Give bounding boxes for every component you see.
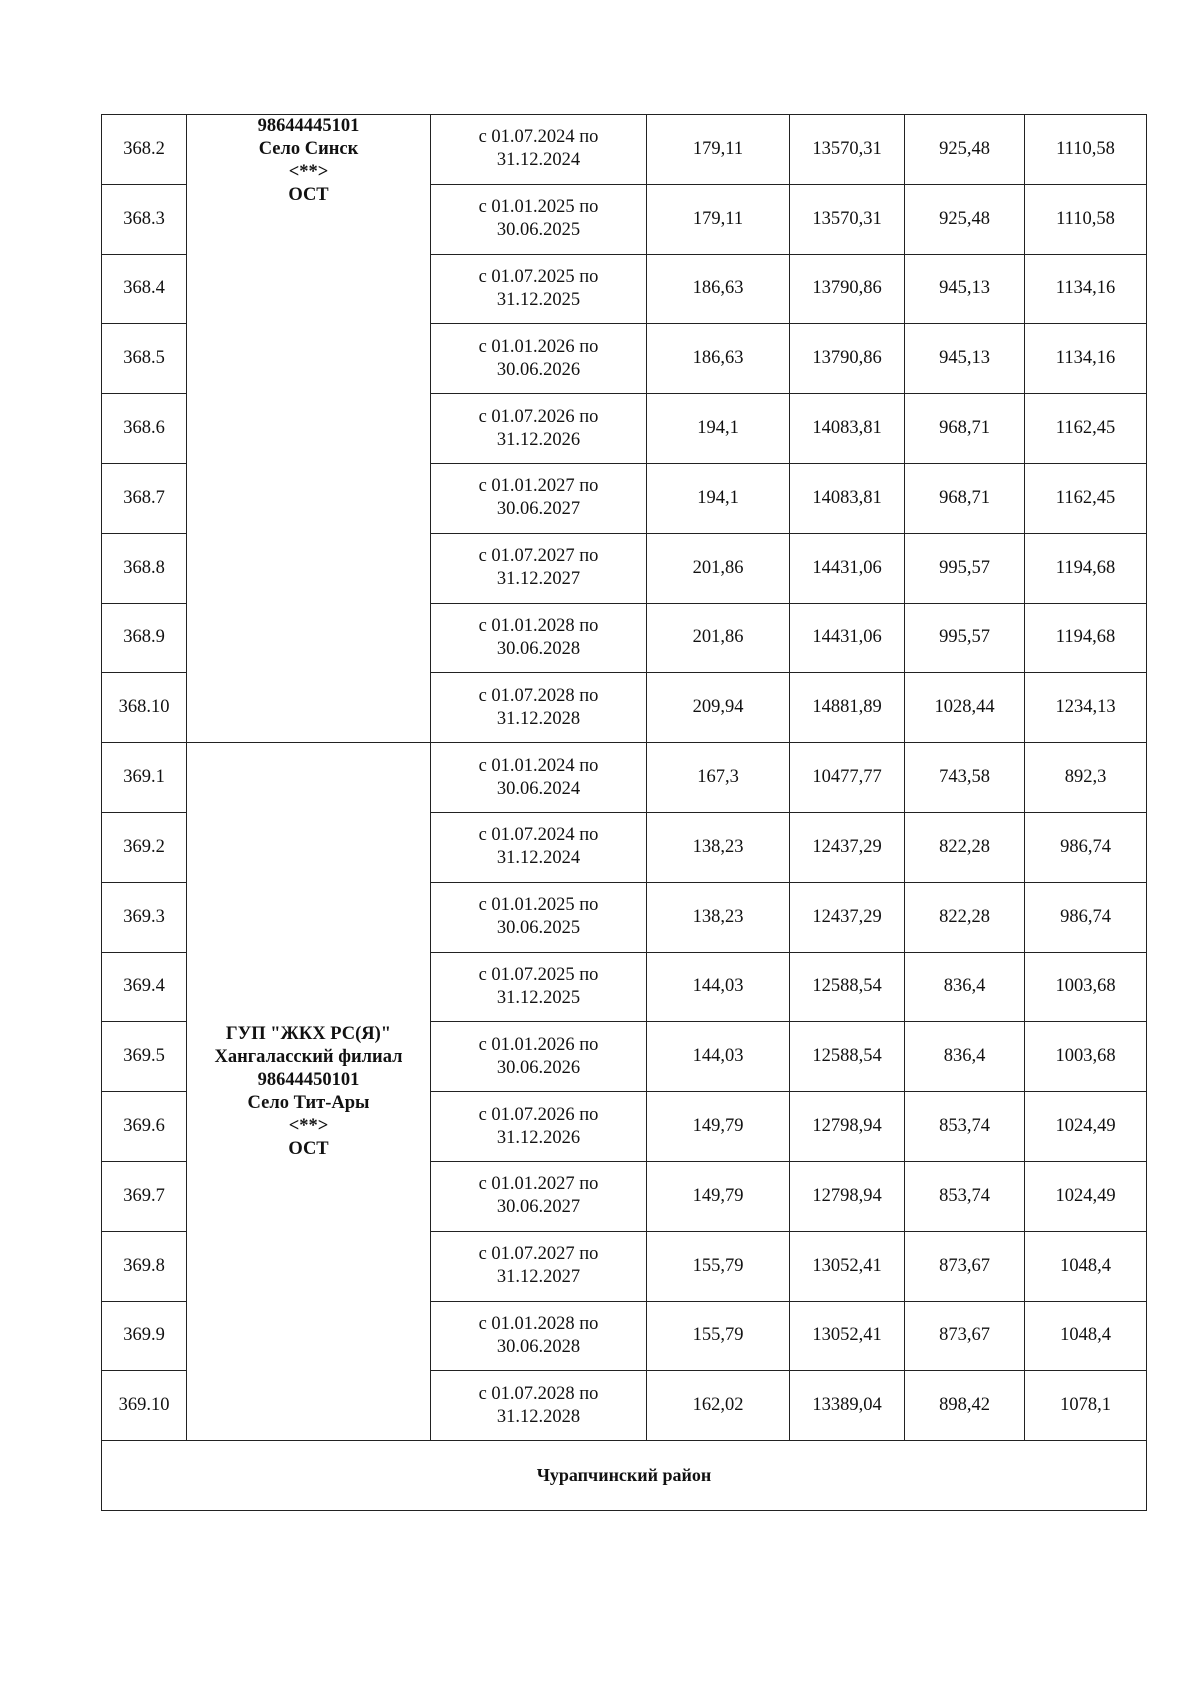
value-cell-v3: 836,4 (905, 1022, 1025, 1092)
period-line: 31.12.2027 (496, 569, 581, 590)
period-line: с 01.01.2027 по (478, 476, 599, 497)
period-line: 31.12.2026 (496, 429, 581, 450)
value-cell-v2: 12798,94 (790, 1092, 905, 1162)
value-cell-v4: 1110,58 (1025, 115, 1147, 185)
value-cell-v2: 12588,54 (790, 952, 905, 1022)
period-cell (431, 743, 647, 813)
organization-cell (187, 115, 431, 743)
period-line: с 01.01.2028 по (478, 615, 599, 636)
row-number: 369.4 (102, 952, 187, 1022)
value-cell-v4: 892,3 (1025, 743, 1147, 813)
value-cell-v1: 138,23 (647, 812, 790, 882)
value-cell-v1: 144,03 (647, 1022, 790, 1092)
period-line: с 01.01.2028 по (478, 1313, 599, 1334)
organization-line: Хангаласский филиал (214, 1046, 403, 1067)
period-cell (431, 603, 647, 673)
period-line: 31.12.2025 (496, 289, 581, 310)
period-cell (431, 324, 647, 394)
value-cell-v4: 1024,49 (1025, 1092, 1147, 1162)
value-cell-v2: 12437,29 (790, 812, 905, 882)
value-cell-v3: 968,71 (905, 463, 1025, 533)
value-cell-v2: 14431,06 (790, 603, 905, 673)
period-cell (431, 952, 647, 1022)
period-line: с 01.01.2026 по (478, 1034, 599, 1055)
value-cell-v1: 179,11 (647, 115, 790, 185)
value-cell-v4: 1048,4 (1025, 1301, 1147, 1371)
value-cell-v1: 186,63 (647, 254, 790, 324)
row-number: 368.7 (102, 463, 187, 533)
period-cell (431, 1371, 647, 1441)
period-cell (431, 254, 647, 324)
value-cell-v4: 1134,16 (1025, 324, 1147, 394)
row-number: 369.10 (102, 1371, 187, 1441)
row-number: 368.9 (102, 603, 187, 673)
row-number: 368.3 (102, 184, 187, 254)
value-cell-v3: 945,13 (905, 324, 1025, 394)
period-cell (431, 533, 647, 603)
value-cell-v1: 167,3 (647, 743, 790, 813)
period-line: 31.12.2028 (496, 1406, 581, 1427)
organization-line: 98644450101 (257, 1069, 360, 1090)
value-cell-v4: 1024,49 (1025, 1161, 1147, 1231)
period-line: 30.06.2024 (496, 778, 581, 799)
organization-line: <**> (288, 162, 329, 182)
period-cell (431, 184, 647, 254)
period-line: с 01.01.2024 по (478, 755, 599, 776)
period-cell (431, 1301, 647, 1371)
value-cell-v2: 13570,31 (790, 184, 905, 254)
period-line: с 01.01.2025 по (478, 197, 599, 218)
value-cell-v1: 186,63 (647, 324, 790, 394)
value-cell-v1: 149,79 (647, 1161, 790, 1231)
row-number: 368.4 (102, 254, 187, 324)
value-cell-v4: 1194,68 (1025, 533, 1147, 603)
period-cell (431, 1092, 647, 1162)
value-cell-v1: 179,11 (647, 184, 790, 254)
organization-cell (187, 743, 431, 1441)
organization-line: ГУП "ЖКХ РС(Я)" (225, 1023, 392, 1044)
value-cell-v4: 1134,16 (1025, 254, 1147, 324)
period-cell (431, 1022, 647, 1092)
value-cell-v4: 1110,58 (1025, 184, 1147, 254)
value-cell-v4: 1194,68 (1025, 603, 1147, 673)
organization-line: 98644445101 (257, 116, 360, 136)
value-cell-v3: 995,57 (905, 603, 1025, 673)
value-cell-v2: 13052,41 (790, 1301, 905, 1371)
period-line: 30.06.2025 (496, 220, 581, 241)
row-number: 368.2 (102, 115, 187, 185)
value-cell-v3: 945,13 (905, 254, 1025, 324)
value-cell-v3: 822,28 (905, 882, 1025, 952)
period-line: с 01.07.2025 по (478, 964, 599, 985)
value-cell-v4: 986,74 (1025, 812, 1147, 882)
period-line: 31.12.2024 (496, 848, 581, 869)
value-cell-v2: 14431,06 (790, 533, 905, 603)
period-cell (431, 882, 647, 952)
period-line: с 01.07.2025 по (478, 266, 599, 287)
period-line: с 01.07.2027 по (478, 546, 599, 567)
period-line: с 01.01.2025 по (478, 895, 599, 916)
organization-line: Село Синск (258, 139, 359, 159)
value-cell-v4: 1162,45 (1025, 463, 1147, 533)
value-cell-v1: 138,23 (647, 882, 790, 952)
value-cell-v1: 194,1 (647, 463, 790, 533)
period-cell (431, 1161, 647, 1231)
value-cell-v2: 13052,41 (790, 1231, 905, 1301)
period-line: с 01.07.2028 по (478, 685, 599, 706)
row-number: 368.8 (102, 533, 187, 603)
period-line: 30.06.2028 (496, 1336, 581, 1357)
period-line: с 01.01.2026 по (478, 336, 599, 357)
value-cell-v1: 209,94 (647, 673, 790, 743)
value-cell-v3: 1028,44 (905, 673, 1025, 743)
period-line: 30.06.2026 (496, 1057, 581, 1078)
value-cell-v3: 836,4 (905, 952, 1025, 1022)
period-line: с 01.07.2026 по (478, 406, 599, 427)
value-cell-v3: 853,74 (905, 1092, 1025, 1162)
district-row (102, 1441, 1147, 1511)
value-cell-v3: 822,28 (905, 812, 1025, 882)
organization-line: <**> (288, 1115, 329, 1136)
row-number: 369.1 (102, 743, 187, 813)
period-cell (431, 463, 647, 533)
value-cell-v2: 13389,04 (790, 1371, 905, 1441)
organization-line: Село Тит-Ары (247, 1092, 370, 1113)
row-number: 369.6 (102, 1092, 187, 1162)
value-cell-v3: 898,42 (905, 1371, 1025, 1441)
period-line: 31.12.2026 (496, 1127, 581, 1148)
value-cell-v4: 1048,4 (1025, 1231, 1147, 1301)
value-cell-v4: 1078,1 (1025, 1371, 1147, 1441)
period-cell (431, 394, 647, 464)
period-cell (431, 673, 647, 743)
period-line: с 01.07.2027 по (478, 1244, 599, 1265)
value-cell-v3: 853,74 (905, 1161, 1025, 1231)
row-number: 369.7 (102, 1161, 187, 1231)
period-line: с 01.07.2026 по (478, 1104, 599, 1125)
value-cell-v2: 13570,31 (790, 115, 905, 185)
period-line: 31.12.2027 (496, 1267, 581, 1288)
value-cell-v2: 13790,86 (790, 324, 905, 394)
value-cell-v2: 12588,54 (790, 1022, 905, 1092)
value-cell-v4: 986,74 (1025, 882, 1147, 952)
period-cell (431, 115, 647, 185)
value-cell-v1: 144,03 (647, 952, 790, 1022)
value-cell-v3: 968,71 (905, 394, 1025, 464)
period-line: 30.06.2026 (496, 359, 581, 380)
row-number: 369.5 (102, 1022, 187, 1092)
value-cell-v2: 14083,81 (790, 463, 905, 533)
value-cell-v1: 194,1 (647, 394, 790, 464)
row-number: 369.8 (102, 1231, 187, 1301)
value-cell-v2: 12437,29 (790, 882, 905, 952)
organization-line: ОСТ (288, 185, 329, 205)
value-cell-v3: 873,67 (905, 1231, 1025, 1301)
value-cell-v4: 1162,45 (1025, 394, 1147, 464)
period-line: 31.12.2024 (496, 150, 581, 171)
value-cell-v1: 149,79 (647, 1092, 790, 1162)
value-cell-v1: 162,02 (647, 1371, 790, 1441)
period-line: с 01.07.2024 по (478, 127, 599, 148)
organization-line: ОСТ (288, 1138, 329, 1159)
period-line: 30.06.2027 (496, 1197, 581, 1218)
period-cell (431, 812, 647, 882)
row-number: 369.9 (102, 1301, 187, 1371)
value-cell-v1: 155,79 (647, 1231, 790, 1301)
value-cell-v4: 1003,68 (1025, 1022, 1147, 1092)
row-number: 369.2 (102, 812, 187, 882)
value-cell-v4: 1003,68 (1025, 952, 1147, 1022)
period-line: с 01.07.2024 по (478, 825, 599, 846)
value-cell-v3: 925,48 (905, 115, 1025, 185)
value-cell-v1: 155,79 (647, 1301, 790, 1371)
period-line: 30.06.2028 (496, 638, 581, 659)
row-number: 368.5 (102, 324, 187, 394)
period-line: с 01.07.2028 по (478, 1383, 599, 1404)
value-cell-v1: 201,86 (647, 533, 790, 603)
value-cell-v2: 10477,77 (790, 743, 905, 813)
value-cell-v2: 14083,81 (790, 394, 905, 464)
period-line: 31.12.2028 (496, 708, 581, 729)
period-line: 30.06.2027 (496, 499, 581, 520)
value-cell-v3: 995,57 (905, 533, 1025, 603)
value-cell-v3: 743,58 (905, 743, 1025, 813)
period-line: 31.12.2025 (496, 987, 581, 1008)
district-heading: Чурапчинский район (102, 1441, 1147, 1511)
value-cell-v2: 13790,86 (790, 254, 905, 324)
value-cell-v3: 873,67 (905, 1301, 1025, 1371)
period-cell (431, 1231, 647, 1301)
value-cell-v2: 14881,89 (790, 673, 905, 743)
value-cell-v4: 1234,13 (1025, 673, 1147, 743)
value-cell-v3: 925,48 (905, 184, 1025, 254)
tariff-table (101, 114, 1147, 1511)
row-number: 369.3 (102, 882, 187, 952)
table-row (102, 115, 1147, 185)
value-cell-v2: 12798,94 (790, 1161, 905, 1231)
row-number: 368.6 (102, 394, 187, 464)
period-line: с 01.01.2027 по (478, 1174, 599, 1195)
period-line: 30.06.2025 (496, 918, 581, 939)
value-cell-v1: 201,86 (647, 603, 790, 673)
table-row (102, 743, 1147, 813)
row-number: 368.10 (102, 673, 187, 743)
